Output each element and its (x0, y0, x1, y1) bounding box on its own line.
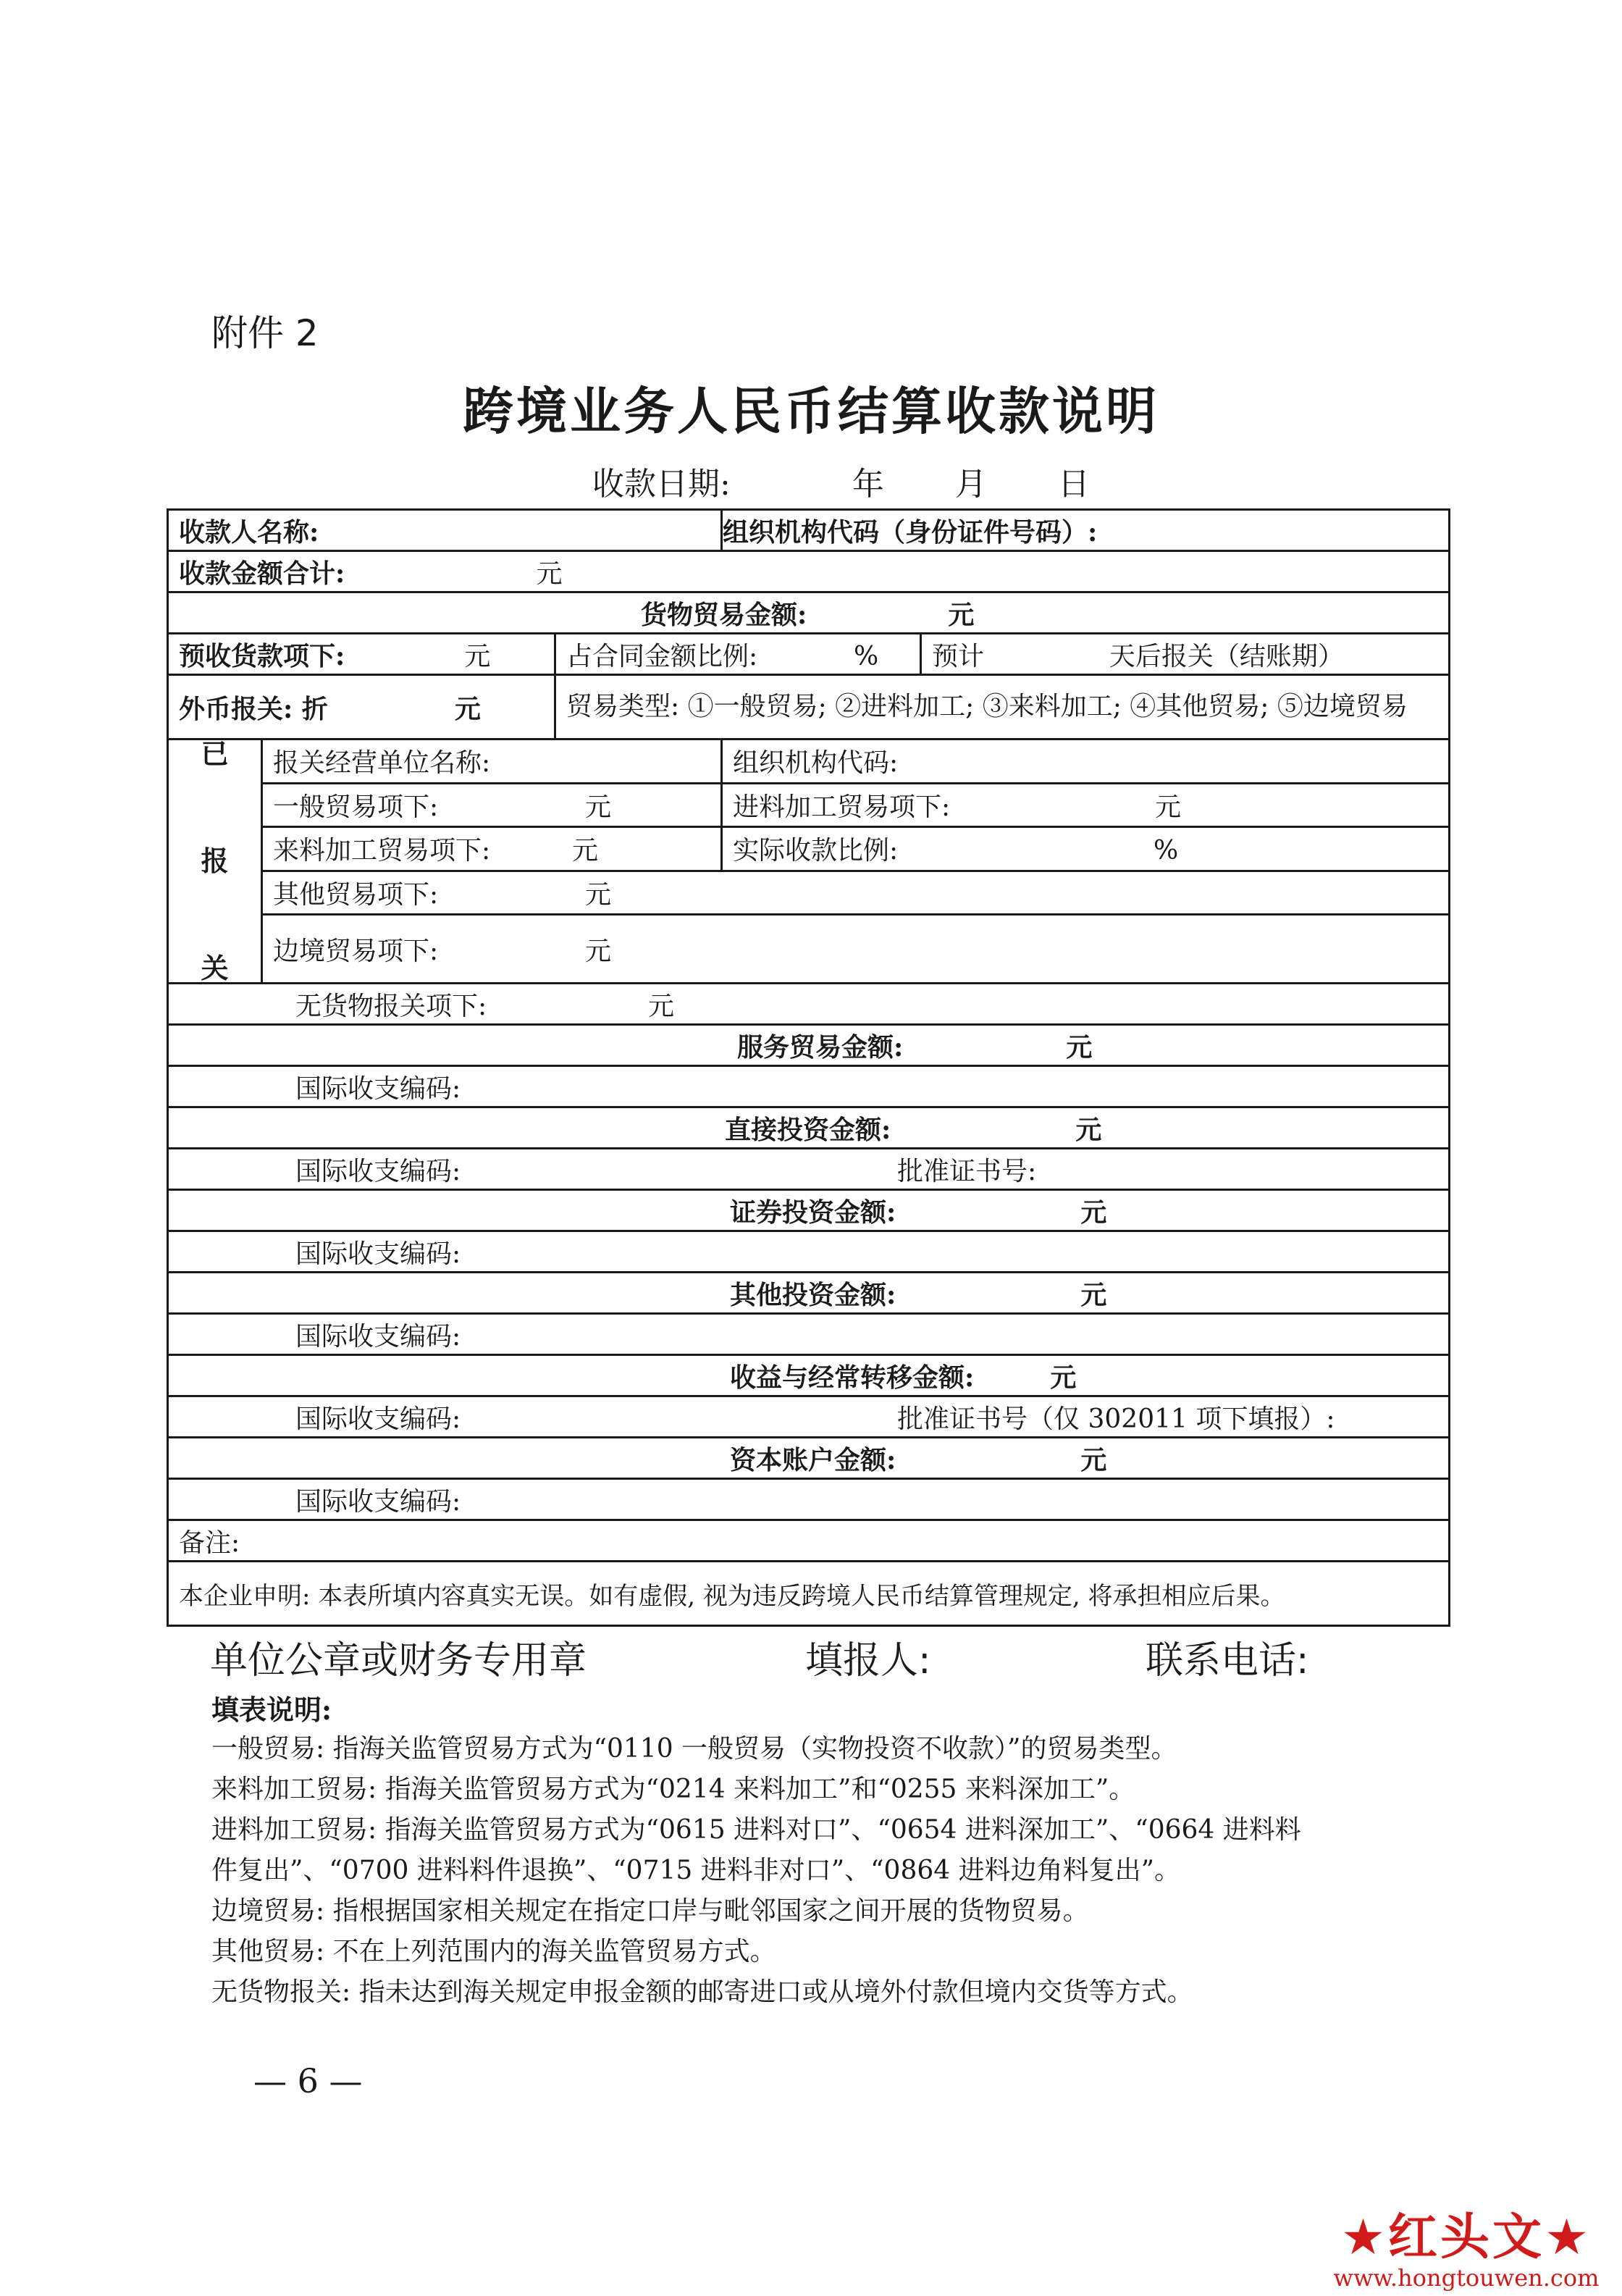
table-row (168, 1438, 1450, 1479)
bop-code-field[interactable]: 国际收支编码: (168, 1314, 1450, 1355)
table-row (168, 634, 1450, 675)
yuan-unit: 元 (454, 693, 481, 724)
fx-declare-label: 外币报关: 折 (179, 693, 328, 724)
date-month: 月 (954, 466, 987, 503)
declared-section-label: 已 报 关 (168, 740, 262, 984)
watermark-brand: ★红头文★ (1341, 2209, 1592, 2266)
table-row (168, 592, 1450, 634)
prepaid-label: 预收货款项下: (179, 640, 345, 671)
document-title: 跨境业务人民币结算收款说明 (463, 381, 1159, 441)
instruction-line: 来料加工贸易: 指海关监管贸易方式为“0214 来料加工”和“0255 来料深加工”。 (211, 1775, 1135, 1804)
yuan-unit: 元 (464, 641, 491, 671)
table-row (168, 1231, 1450, 1273)
imported-material-field[interactable]: 进料加工贸易项下: 元 (722, 783, 1450, 827)
securities-amount-field[interactable]: 证券投资金额: 元 (168, 1190, 1450, 1231)
supplied-material-field[interactable]: 来料加工贸易项下: 元 (262, 827, 722, 871)
total-amount-label: 收款金额合计: (168, 551, 555, 592)
remarks-field[interactable]: 备注: (168, 1520, 1450, 1562)
table-row (168, 1149, 1450, 1190)
prepaid-field[interactable] (168, 634, 555, 675)
bop-code-field[interactable]: 国际收支编码: (168, 1479, 1450, 1520)
no-goods-declare-field[interactable]: 无货物报关项下: 元 (168, 984, 1450, 1025)
table-row (168, 1066, 1450, 1107)
bop-code-field[interactable]: 国际收支编码: (168, 1066, 1450, 1107)
declare-unit-name-field[interactable]: 报关经营单位名称: (262, 740, 722, 784)
table-row (168, 1479, 1450, 1520)
table-row (168, 740, 1450, 784)
table-row (168, 783, 1450, 827)
table-row (168, 1355, 1450, 1396)
table-row (168, 1314, 1450, 1355)
instruction-line: 其他贸易: 不在上列范围内的海关监管贸易方式。 (211, 1937, 776, 1966)
table-row (168, 1107, 1450, 1149)
org-code-field[interactable]: 组织机构代码（身份证件号码）: (722, 510, 1450, 551)
bop-code-field[interactable]: 国际收支编码: (168, 1231, 1450, 1273)
table-row (168, 871, 1450, 915)
payee-name-field[interactable]: 收款人名称: (168, 510, 722, 551)
bop-code-approval-302011-field[interactable]: 国际收支编码: 批准证书号（仅 302011 项下填报）: (168, 1396, 1450, 1438)
capital-account-amount-field[interactable]: 资本账户金额: 元 (168, 1438, 1450, 1479)
yuan-unit: 元 (536, 558, 563, 589)
instruction-line: 一般贸易: 指海关监管贸易方式为“0110 一般贸易（实物投资不收款）”的贸易类型。 (211, 1734, 1177, 1764)
collection-date-line (592, 458, 1090, 504)
total-amount-field[interactable] (536, 551, 1450, 592)
table-row (168, 1273, 1450, 1314)
contract-ratio-label: 占合同金额比例: (566, 641, 758, 671)
table-row (168, 827, 1450, 871)
table-row (168, 1396, 1450, 1438)
instructions-heading: 填表说明: (211, 1693, 332, 1726)
trade-type-text: 贸易类型: ①一般贸易; ②进料加工; ③来料加工; ④其他贸易; ⑤边境贸易 (555, 675, 1450, 740)
table-row (168, 1025, 1450, 1066)
other-investment-amount-field[interactable]: 其他投资金额: 元 (168, 1273, 1450, 1314)
actual-ratio-field[interactable]: 实际收款比例: % (722, 827, 1450, 871)
bop-code-approval-field[interactable]: 国际收支编码: 批准证书号: (168, 1149, 1450, 1190)
goods-amount-label: 货物贸易金额: (641, 599, 807, 630)
instruction-line: 边境贸易: 指根据国家相关规定在指定口岸与毗邻国家之间开展的货物贸易。 (211, 1896, 1089, 1926)
income-transfer-amount-field[interactable]: 收益与经常转移金额: 元 (168, 1355, 1450, 1396)
general-trade-field[interactable]: 一般贸易项下: 元 (262, 783, 722, 827)
other-trade-field[interactable]: 其他贸易项下: 元 (262, 871, 1450, 915)
attachment-label: 附件 2 (211, 312, 319, 354)
date-year: 年 (852, 466, 884, 503)
yuan-unit: 元 (948, 599, 975, 630)
table-row (168, 915, 1450, 984)
date-day: 日 (1057, 466, 1090, 503)
fdi-amount-field[interactable]: 直接投资金额: 元 (168, 1107, 1450, 1149)
declare-after-label: 天后报关（结账期） (1109, 641, 1344, 671)
expected-label: 预计 (932, 641, 985, 671)
instruction-line: 无货物报关: 指未达到海关规定申报金额的邮寄进口或从境外付款但境内交货等方式。 (211, 1977, 1193, 2007)
phone-label: 联系电话: (1146, 1639, 1309, 1683)
contract-ratio-field[interactable] (555, 634, 921, 675)
page-number: — 6 — (253, 2061, 363, 2100)
instruction-line: 件复出”、“0700 进料料件退换”、“0715 进料非对口”、“0864 进料边角料复出”。 (211, 1856, 1181, 1885)
watermark-url: www.hongtouwen.com (1333, 2264, 1600, 2292)
table-row (168, 551, 1450, 592)
collection-form-table (167, 508, 1450, 1627)
percent-unit: % (854, 641, 879, 671)
filler-label: 填报人: (805, 1639, 931, 1683)
service-trade-amount-field[interactable]: 服务贸易金额: 元 (168, 1025, 1450, 1066)
table-row (168, 1520, 1450, 1562)
table-row (168, 1562, 1450, 1626)
seal-label: 单位公章或财务专用章 (210, 1639, 587, 1683)
watermark (1318, 2198, 1615, 2292)
expected-declare-field[interactable] (921, 634, 1450, 675)
table-row (168, 984, 1450, 1025)
table-row (168, 675, 1450, 740)
fx-declare-field[interactable] (168, 675, 555, 740)
border-trade-field[interactable]: 边境贸易项下: 元 (262, 915, 1450, 984)
goods-trade-amount-field[interactable] (168, 592, 1450, 634)
table-row (168, 510, 1450, 551)
enterprise-declaration: 本企业申明: 本表所填内容真实无误。如有虚假, 视为违反跨境人民币结算管理规定, 将承担相应后果。 (168, 1562, 1450, 1626)
date-label: 收款日期: (592, 466, 731, 503)
declare-org-code-field[interactable]: 组织机构代码: (722, 740, 1450, 784)
table-row (168, 1190, 1450, 1231)
instruction-line: 进料加工贸易: 指海关监管贸易方式为“0615 进料对口”、“0654 进料深加工”、“0664 进料料 (211, 1815, 1301, 1845)
